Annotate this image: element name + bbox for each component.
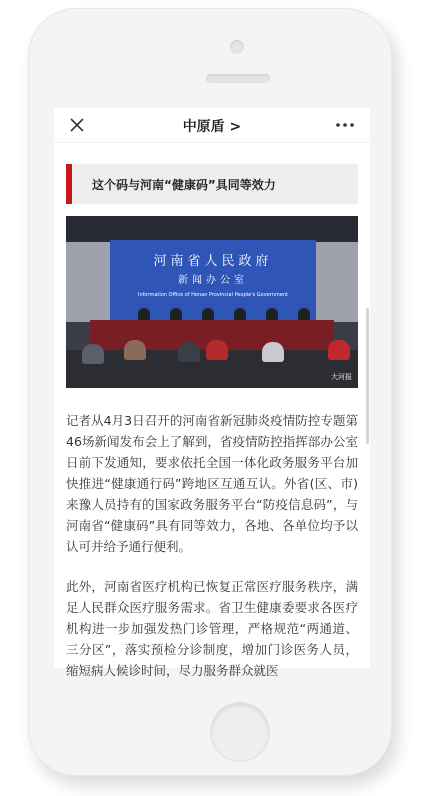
photo-ceiling (66, 216, 358, 242)
article-heading-text: 这个码与河南“健康码”具同等效力 (92, 178, 276, 192)
article-paragraph: 此外，河南省医疗机构已恢复正常医疗服务秩序，满足人民群众医疗服务需求。省卫生健康委要求各医疗机构进一步加强发热门诊管理，严格规范“两通道、三分区”，落实预检分诊制度，增加门诊医务人员，缩短病人候诊时间，尽力服务群众就医 (66, 579, 358, 678)
article-paragraph: 记者从4月3日召开的河南省新冠肺炎疫情防控专题第46场新闻发布会上了解到，省疫情防控指挥部办公室日前下发通知，要求依托全国一体化政务服务平台加快推进“健康通行码”跨地区互通互认。外省(区、市)来豫人员持有的国家政务服务平台“防疫信息码”，与河南省“健康码”具有同等效力，各地、各单位均予以认可并给予通行便利。 (66, 413, 358, 554)
photo-watermark: 大河报 (331, 373, 352, 381)
phone-screen (54, 108, 370, 678)
front-camera (230, 40, 244, 54)
article-heading (66, 164, 358, 204)
account-name-link[interactable]: 中原盾 > (182, 119, 242, 135)
backdrop-title: 河南省人民政府 (153, 254, 273, 269)
audience-figure (262, 342, 284, 362)
audience-figure (82, 344, 104, 364)
more-icon[interactable] (334, 115, 356, 135)
nav-bar (54, 108, 370, 143)
audience-figure (206, 340, 228, 360)
backdrop-subtitle: 新闻办公室 (178, 275, 248, 286)
audience-figure (178, 342, 200, 362)
scrollbar[interactable] (366, 308, 369, 444)
audience-figure (328, 340, 350, 360)
press-conference-photo[interactable] (66, 216, 358, 388)
home-button[interactable] (211, 703, 269, 761)
earpiece-speaker (206, 74, 270, 83)
backdrop-english: Information Office of Henan Provincial People's Government (138, 292, 288, 298)
article-content[interactable] (54, 143, 370, 678)
audience-figure (124, 340, 146, 360)
